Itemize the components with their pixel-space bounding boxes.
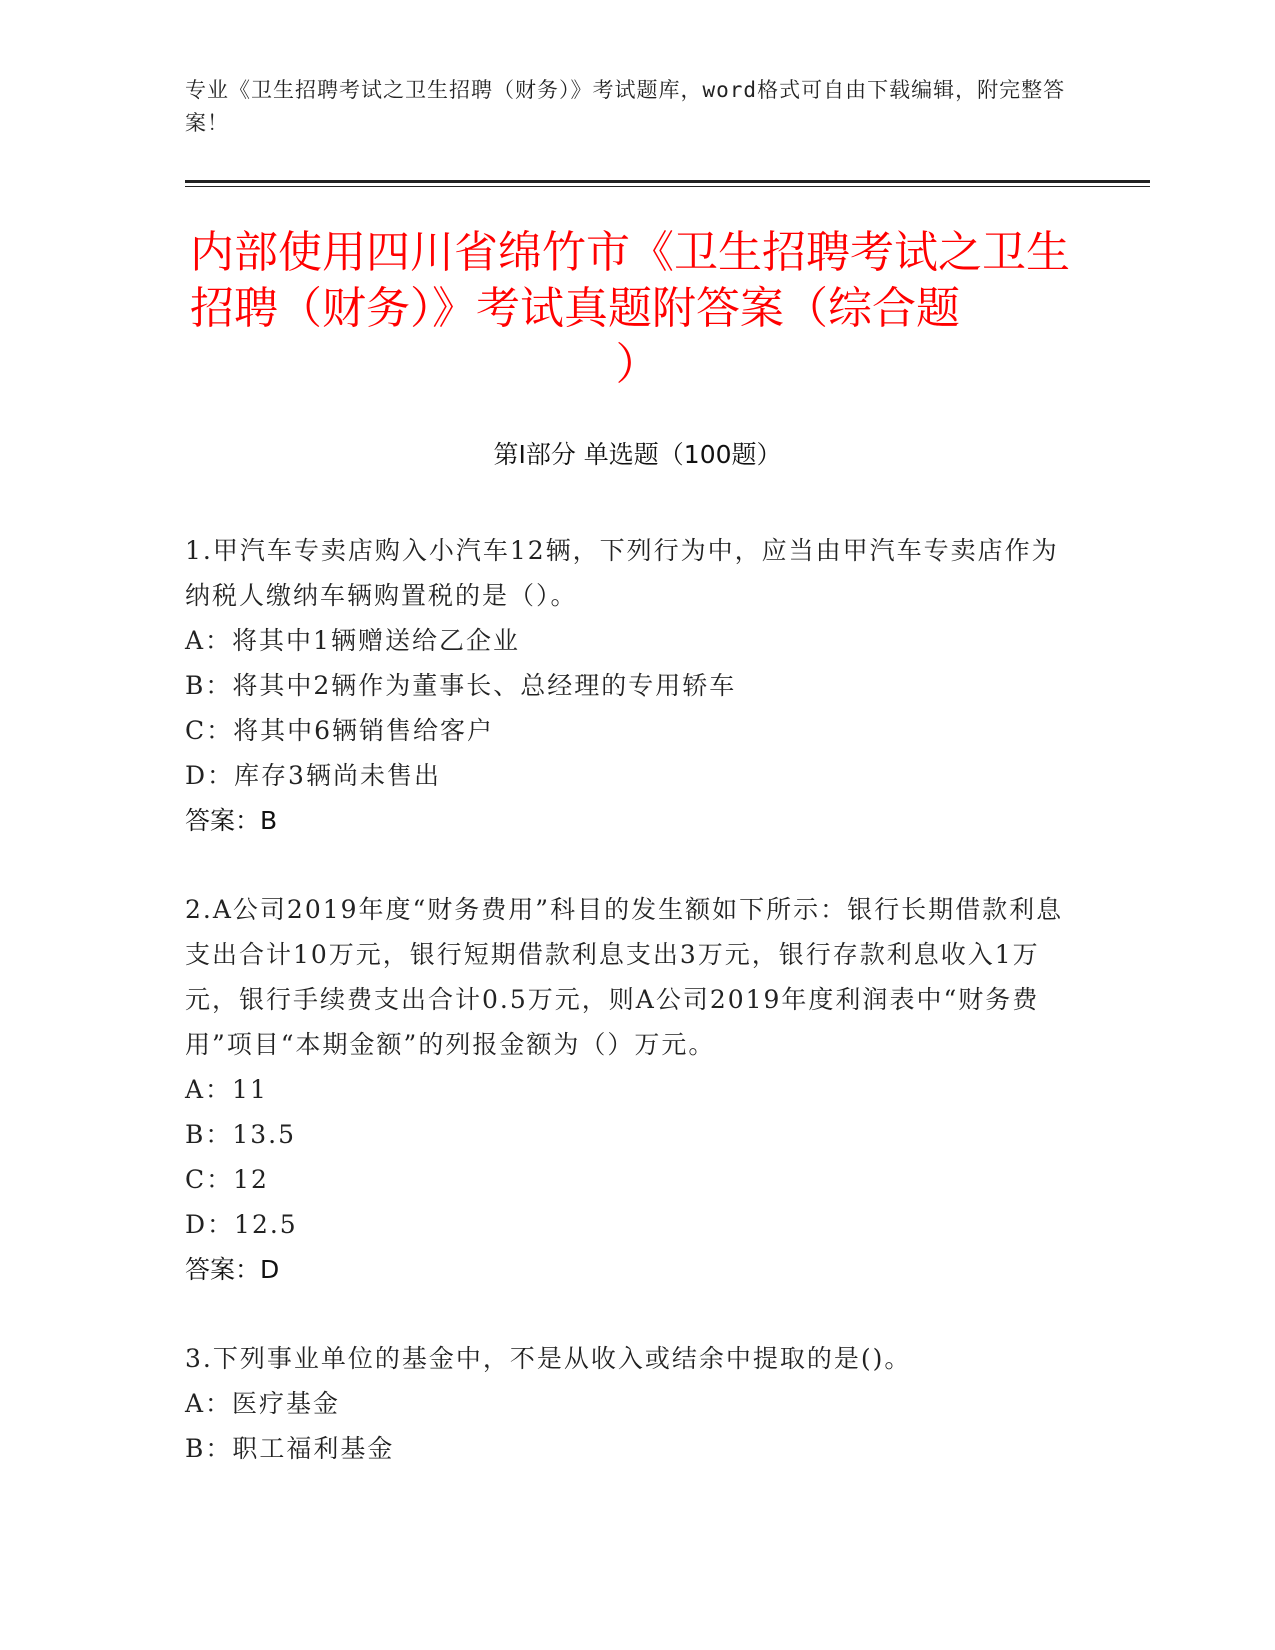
question-1 (185, 528, 1080, 843)
option-a: A：将其中1辆赠送给乙企业 (185, 626, 520, 655)
answer-line: 答案：D (185, 1255, 280, 1284)
document-title-tail: ） (615, 339, 660, 390)
option-a: A：11 (185, 1075, 268, 1104)
answer-line: 答案：B (185, 806, 278, 835)
option-c: C：将其中6辆销售给客户 (185, 716, 495, 745)
option-d: D：12.5 (185, 1210, 298, 1239)
document-title (190, 225, 1085, 393)
header-rule-thick (185, 180, 1150, 183)
header-note: 专业《卫生招聘考试之卫生招聘（财务）》考试题库，word格式可自由下载编辑，附完整答案！ (185, 78, 1066, 135)
question-stem: 1.甲汽车专卖店购入小汽车12辆，下列行为中，应当由甲汽车专卖店作为纳税人缴纳车辆购置税的是（）。 (185, 536, 1059, 610)
question-stem: 3.下列事业单位的基金中，不是从收入或结余中提取的是()。 (185, 1344, 912, 1373)
section-heading: 第I部分 单选题（100题） (493, 440, 782, 469)
question-stem: 2.A公司2019年度“财务费用”科目的发生额如下所示：银行长期借款利息支出合计10万元，银行短期借款利息支出3万元，银行存款利息收入1万元，银行手续费支出合计0.5万元，则A公司2019年度利润表中“财务费用”项目“本期金额”的列报金额为（）万元。 (185, 895, 1064, 1059)
document-title-main: 内部使用四川省绵竹市《卫生招聘考试之卫生招聘（财务）》考试真题附答案（综合题 (190, 227, 1070, 334)
question-list (185, 528, 1080, 1515)
option-b: B：13.5 (185, 1120, 297, 1149)
question-2 (185, 887, 1080, 1292)
option-b: B：职工福利基金 (185, 1434, 395, 1463)
option-a: A：医疗基金 (185, 1389, 341, 1418)
question-3 (185, 1336, 1080, 1471)
option-d: D：库存3辆尚未售出 (185, 761, 441, 790)
option-c: C：12 (185, 1165, 269, 1194)
header-rule-thin (185, 186, 1150, 187)
option-b: B：将其中2辆作为董事长、总经理的专用轿车 (185, 671, 737, 700)
